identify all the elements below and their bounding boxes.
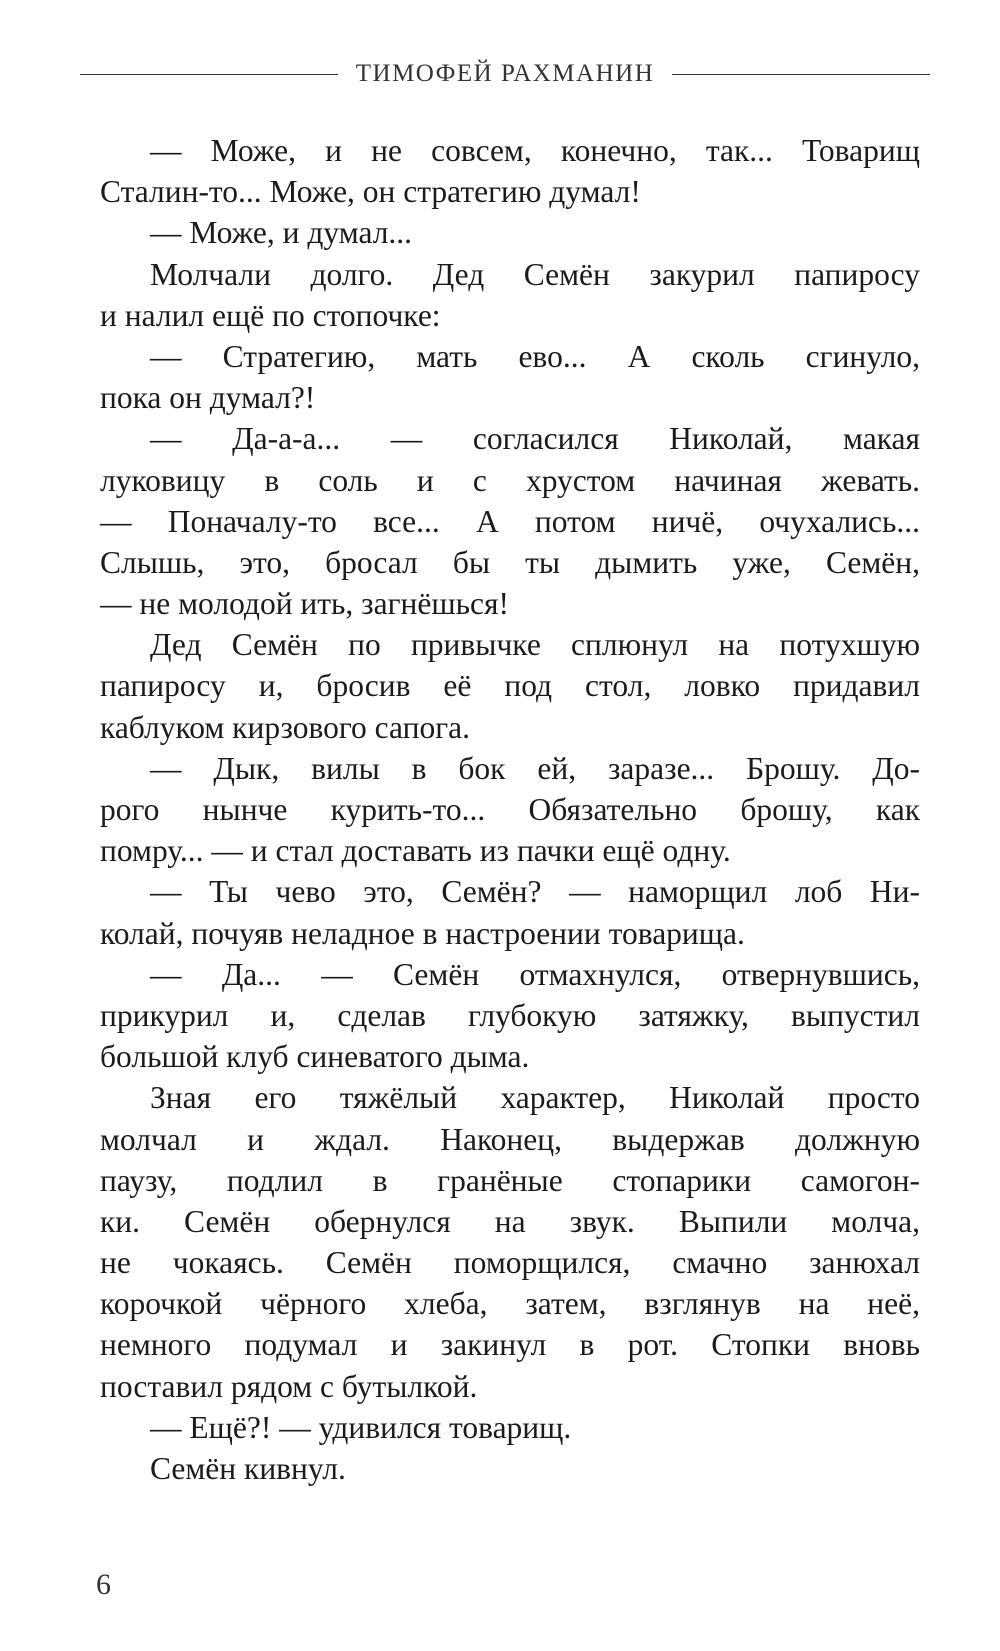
text-line: Семён кивнул. — [150, 1451, 346, 1486]
text-line: не чокаясь. Семён поморщился, смачно занюхал — [100, 1245, 920, 1281]
text-line: поставил рядом с бутылкой. — [100, 1368, 478, 1404]
text-line: — не молодой ить, загнёшься! — [100, 586, 509, 622]
text-line: — Ты чево это, Семён? — наморщил лоб Ни- — [150, 874, 920, 910]
text-line: Молчали долго. Дед Семён закурил папиросу — [150, 256, 920, 292]
text-line: — Поначалу-то все... А потом ничё, очухались... — [100, 503, 920, 539]
text-line: Зная его тяжёлый характер, Николай просто — [150, 1080, 920, 1116]
text-line: помру... — и стал доставать из пачки ещё одну. — [100, 833, 731, 869]
header-rule-right — [672, 74, 930, 75]
text-line: ки. Семён обернулся на звук. Выпили молча, — [100, 1203, 920, 1239]
text-line: луковицу в соль и с хрустом начиная жевать. — [100, 462, 920, 498]
text-line: молчал и ждал. Наконец, выдержав должную — [100, 1121, 920, 1157]
text-line: папиросу и, бросив её под стол, ловко придавил — [100, 668, 920, 704]
text-line: Дед Семён по привычке сплюнул на потухшую — [150, 627, 920, 663]
text-line: — Може, и думал... — [150, 215, 413, 251]
page-number: 6 — [96, 1568, 111, 1601]
text-line: прикурил и, сделав глубокую затяжку, выпустил — [100, 997, 920, 1033]
text-line: — Да... — Семён отмахнулся, отвернувшись, — [150, 956, 920, 992]
header-rule-left — [80, 74, 338, 75]
text-line: немного подумал и закинул в рот. Стопки вновь — [100, 1327, 920, 1363]
text-line: пока он думал?! — [100, 380, 316, 416]
text-line: — Ещё?! — удивился товарищ. — [150, 1409, 572, 1445]
text-line: корочкой чёрного хлеба, затем, взглянув на неё, — [100, 1286, 920, 1322]
text-line: большой клуб синеватого дыма. — [100, 1039, 530, 1075]
text-line: — Стратегию, мать ево... А сколь сгинуло, — [150, 338, 920, 374]
body-text — [100, 130, 920, 1489]
text-line: Сталин-то... Може, он стратегию думал! — [100, 174, 641, 210]
text-line: рого нынче курить-то... Обязательно брошу, как — [100, 792, 920, 827]
running-header — [80, 56, 930, 92]
text-line: — Дык, вилы в бок ей, заразе... Брошу. До- — [150, 750, 920, 786]
text-line: и налил ещё по стопочке: — [100, 297, 441, 333]
text-line: — Може, и не совсем, конечно, так... Товарищ — [150, 133, 920, 168]
running-head-title: ТИМОФЕЙ РАХМАНИН — [355, 60, 655, 87]
text-line: паузу, подлил в гранёные стопарики самогон- — [100, 1162, 920, 1198]
text-line: — Да-а-а... — согласился Николай, макая — [150, 421, 920, 457]
text-line: каблуком кирзового сапога. — [100, 709, 470, 745]
text-line: Слышь, это, бросал бы ты дымить уже, Семён, — [100, 544, 920, 580]
text-line: колай, почуяв неладное в настроении товарища. — [100, 915, 745, 951]
